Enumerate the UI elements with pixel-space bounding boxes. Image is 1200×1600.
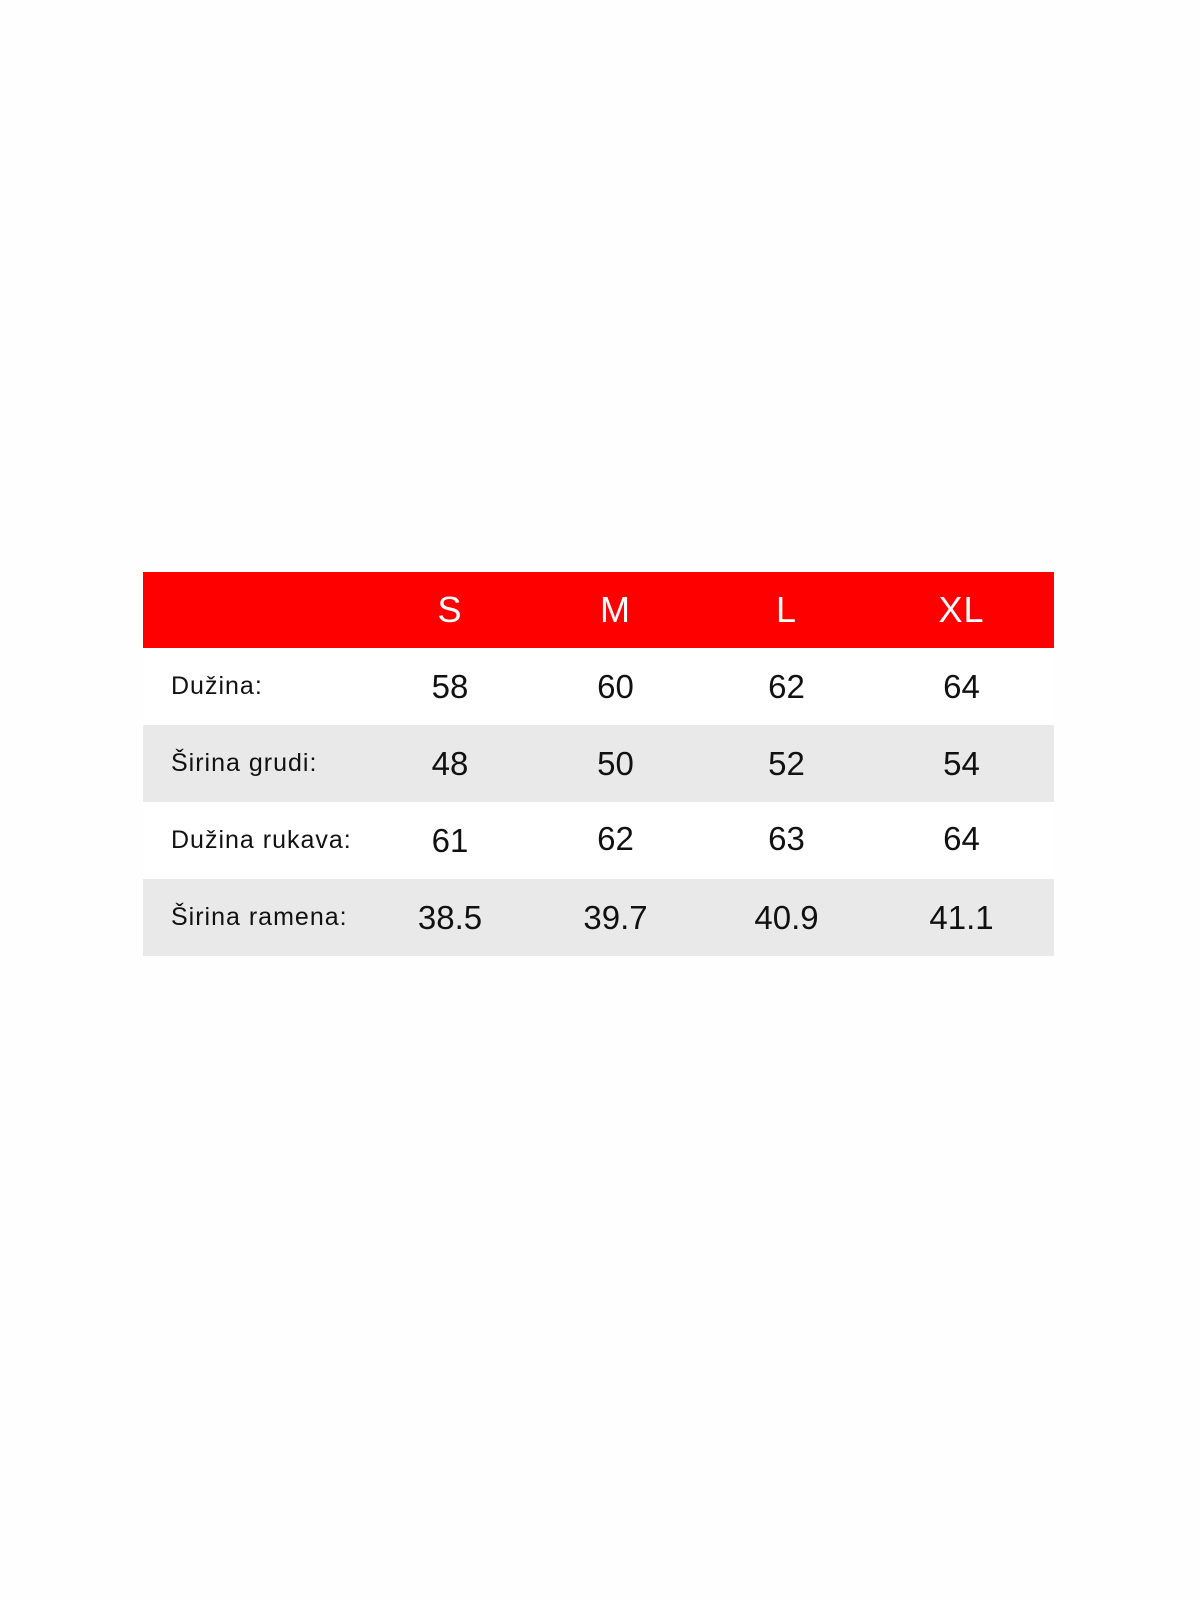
size-header-l: L — [775, 589, 798, 630]
row-label-shoulder-width: Širina ramena: — [171, 903, 348, 931]
size-header-xl: XL — [938, 589, 985, 630]
size-chart-table — [143, 572, 1054, 956]
chest-width-value-xl: 54 — [943, 744, 980, 782]
length-value-m: 60 — [597, 667, 634, 705]
chest-width-value-l: 52 — [768, 744, 805, 782]
shoulder-width-value-xl: 41.1 — [929, 898, 994, 936]
length-value-s: 58 — [431, 667, 469, 705]
table-row-chest-width — [143, 725, 1054, 802]
row-label-length: Dužina: — [171, 672, 263, 700]
size-header-m: M — [600, 589, 631, 630]
shoulder-width-value-s: 38.5 — [417, 898, 483, 936]
size-header-row — [143, 572, 1054, 648]
table-row-length — [143, 648, 1054, 725]
table-row-sleeve-length — [143, 802, 1054, 879]
sleeve-length-value-s: 61 — [431, 821, 469, 859]
sleeve-length-value-m: 62 — [597, 819, 634, 857]
sleeve-length-value-xl: 64 — [943, 819, 980, 857]
size-header-s: S — [437, 589, 463, 630]
length-value-l: 62 — [768, 667, 805, 705]
chest-width-value-m: 50 — [597, 744, 634, 782]
table-row-shoulder-width — [143, 879, 1054, 956]
row-label-chest-width: Širina grudi: — [171, 749, 318, 777]
sleeve-length-value-l: 63 — [768, 819, 805, 857]
row-label-sleeve-length: Dužina rukava: — [171, 826, 352, 854]
length-value-xl: 64 — [943, 667, 980, 705]
shoulder-width-value-l: 40.9 — [754, 898, 819, 936]
shoulder-width-value-m: 39.7 — [583, 898, 648, 936]
chest-width-value-s: 48 — [431, 744, 469, 782]
